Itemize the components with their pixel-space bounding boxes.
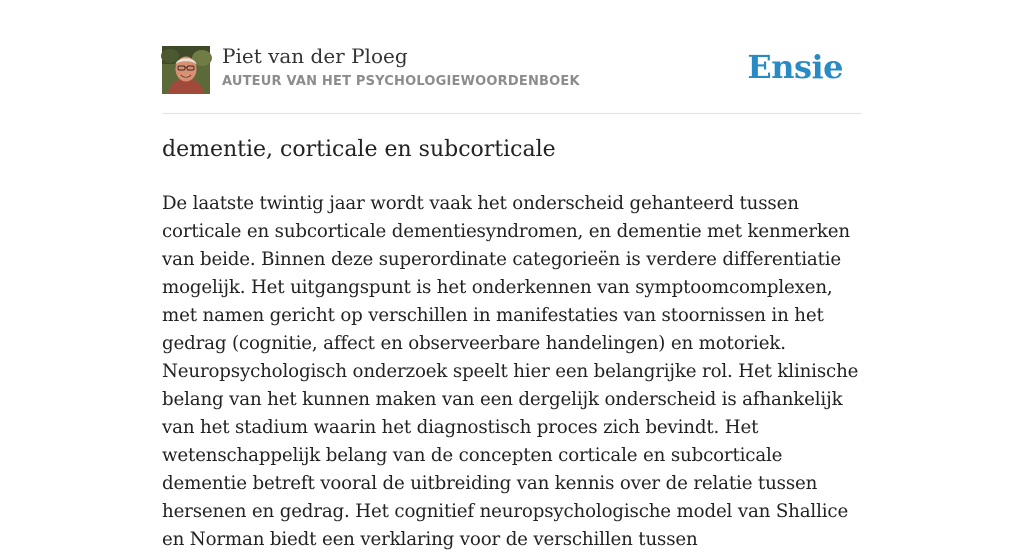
ensie-logo[interactable]: Ensie	[747, 48, 843, 86]
author-avatar[interactable]	[162, 46, 210, 94]
author-role: AUTEUR VAN HET PSYCHOLOGIEWOORDENBOEK	[222, 74, 580, 89]
author-header	[162, 0, 862, 114]
author-photo-icon	[162, 46, 210, 94]
author-name[interactable]: Piet van der Ploeg	[222, 44, 408, 68]
entry-card	[162, 0, 862, 550]
entry-title: dementie, corticale en subcorticale	[162, 137, 556, 162]
entry-body: De laatste twintig jaar wordt vaak het onderscheid gehanteerd tussen corticale en subcorticale dementiesyndromen, en dementie met kenmerken van beide. Binnen deze superordinate categorieën is verdere differentiatie mogelijk. Het uitgangspunt is het onderkennen van symptoomcomplexen, met namen gericht op verschillen in manifestaties van stoornissen in het gedrag (cognitie, affect en observeerbare handelingen) en motoriek. Neuropsychologisch onderzoek speelt hier een belangrijke rol. Het klinische belang van het kunnen maken van een dergelijk onderscheid is afhankelijk van het stadium waarin het diagnostisch proces zich bevindt. Het wetenschappelijk belang van de concepten corticale en subcorticale dementie betreft vooral de uitbreiding van kennis over de relatie tussen hersenen en gedrag. Het cognitief neuropsychologische model van Shallice en Norman biedt een verklaring voor de verschillen tussen	[162, 193, 859, 550]
